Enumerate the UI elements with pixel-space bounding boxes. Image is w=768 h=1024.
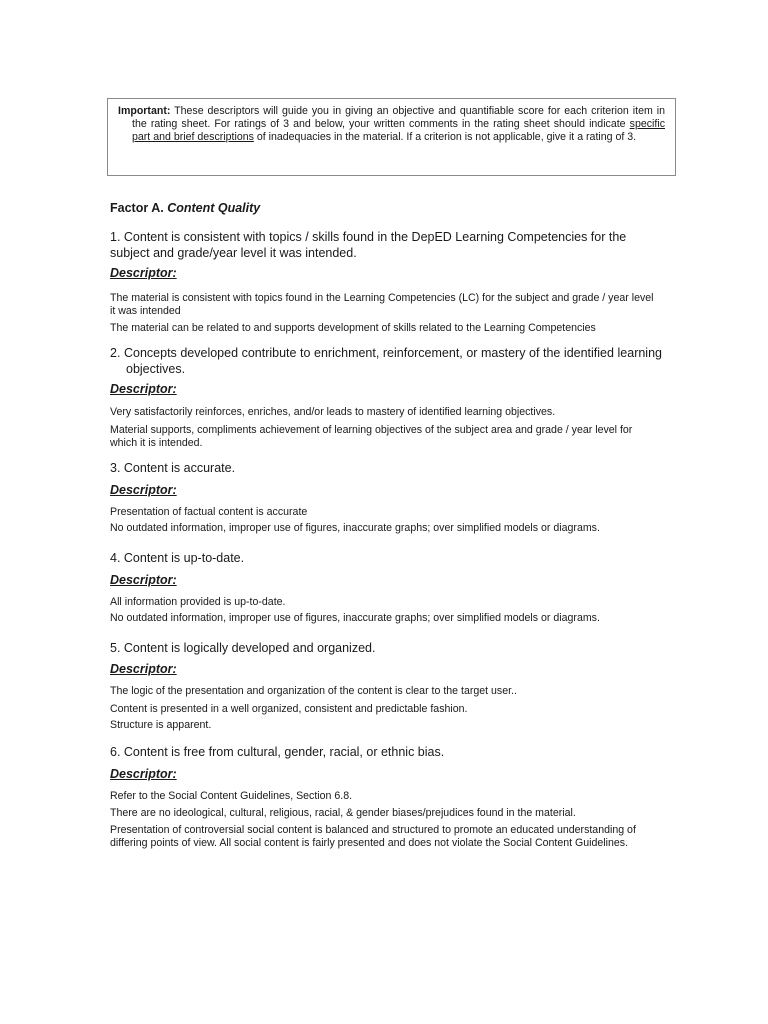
criterion-1-descriptor-1: The material is consistent with topics found in the Learning Competencies (LC) for the subject and grade / year level it was intended: [110, 292, 654, 317]
factor-prefix: Factor A.: [110, 201, 168, 215]
criterion-5-descriptor-2: Content is presented in a well organized, consistent and predictable fashion.: [110, 703, 468, 715]
notice-paragraph: [118, 105, 665, 144]
descriptor-label-6: Descriptor:: [110, 767, 177, 781]
criterion-2: 2. Concepts developed contribute to enrichment, reinforcement, or mastery of the identified learning objectives.: [110, 346, 662, 376]
criterion-3-descriptor-2: No outdated information, improper use of figures, inaccurate graphs; over simplified models or diagrams.: [110, 522, 600, 534]
criterion-4-descriptor-2: No outdated information, improper use of figures, inaccurate graphs; over simplified models or diagrams.: [110, 612, 600, 624]
descriptor-label-3: Descriptor:: [110, 483, 177, 497]
criterion-5-descriptor-3: Structure is apparent.: [110, 719, 212, 731]
criterion-2-descriptor-2: Material supports, compliments achievement of learning objectives of the subject area and grade / year level for which it is intended.: [110, 424, 633, 449]
important-notice-box: [107, 98, 676, 176]
factor-title: Content Quality: [167, 201, 261, 215]
criterion-6: 6. Content is free from cultural, gender, racial, or ethnic bias.: [110, 745, 445, 759]
descriptor-label-2: Descriptor:: [110, 382, 177, 396]
criterion-6-descriptor-2: There are no ideological, cultural, religious, racial, & gender biases/prejudices found in the material.: [110, 807, 576, 819]
descriptor-label-1: Descriptor:: [110, 266, 177, 280]
notice-text-before: These descriptors will guide you in giving an objective and quantifiable score for each criterion item in the rating sheet. For ratings of 3 and below, your written comments in the rating sheet should indicate: [132, 105, 665, 130]
criterion-6-descriptor-3: Presentation of controversial social content is balanced and structured to promote an educated understanding of differing points of view. All social content is fairly presented and does not violate the Social Content Guidelines.: [110, 824, 636, 849]
descriptor-label-5: Descriptor:: [110, 662, 177, 676]
criterion-6-descriptor-1: Refer to the Social Content Guidelines, Section 6.8.: [110, 790, 353, 802]
criterion-4-descriptor-1: All information provided is up-to-date.: [110, 596, 286, 608]
criterion-1-descriptor-2: The material can be related to and supports development of skills related to the Learning Competencies: [110, 322, 596, 334]
criterion-3: 3. Content is accurate.: [110, 461, 236, 475]
notice-label: Important:: [118, 105, 171, 117]
factor-heading: [110, 201, 260, 215]
descriptor-label-4: Descriptor:: [110, 573, 177, 587]
criterion-1: 1. Content is consistent with topics / skills found in the DepED Learning Competencies for the subject and grade/year level it was intended.: [110, 230, 627, 260]
criterion-2-descriptor-1: Very satisfactorily reinforces, enriches, and/or leads to mastery of identified learning objectives.: [110, 406, 556, 418]
criterion-5: 5. Content is logically developed and organized.: [110, 641, 376, 655]
criterion-3-descriptor-1: Presentation of factual content is accurate: [110, 506, 308, 518]
notice-underlined-text: specific part and brief descriptions: [132, 118, 665, 143]
criterion-5-descriptor-1: The logic of the presentation and organization of the content is clear to the target user..: [110, 685, 517, 697]
notice-text-after: of inadequacies in the material. If a criterion is not applicable, give it a rating of 3.: [253, 131, 637, 143]
criterion-4: 4. Content is up-to-date.: [110, 551, 245, 565]
